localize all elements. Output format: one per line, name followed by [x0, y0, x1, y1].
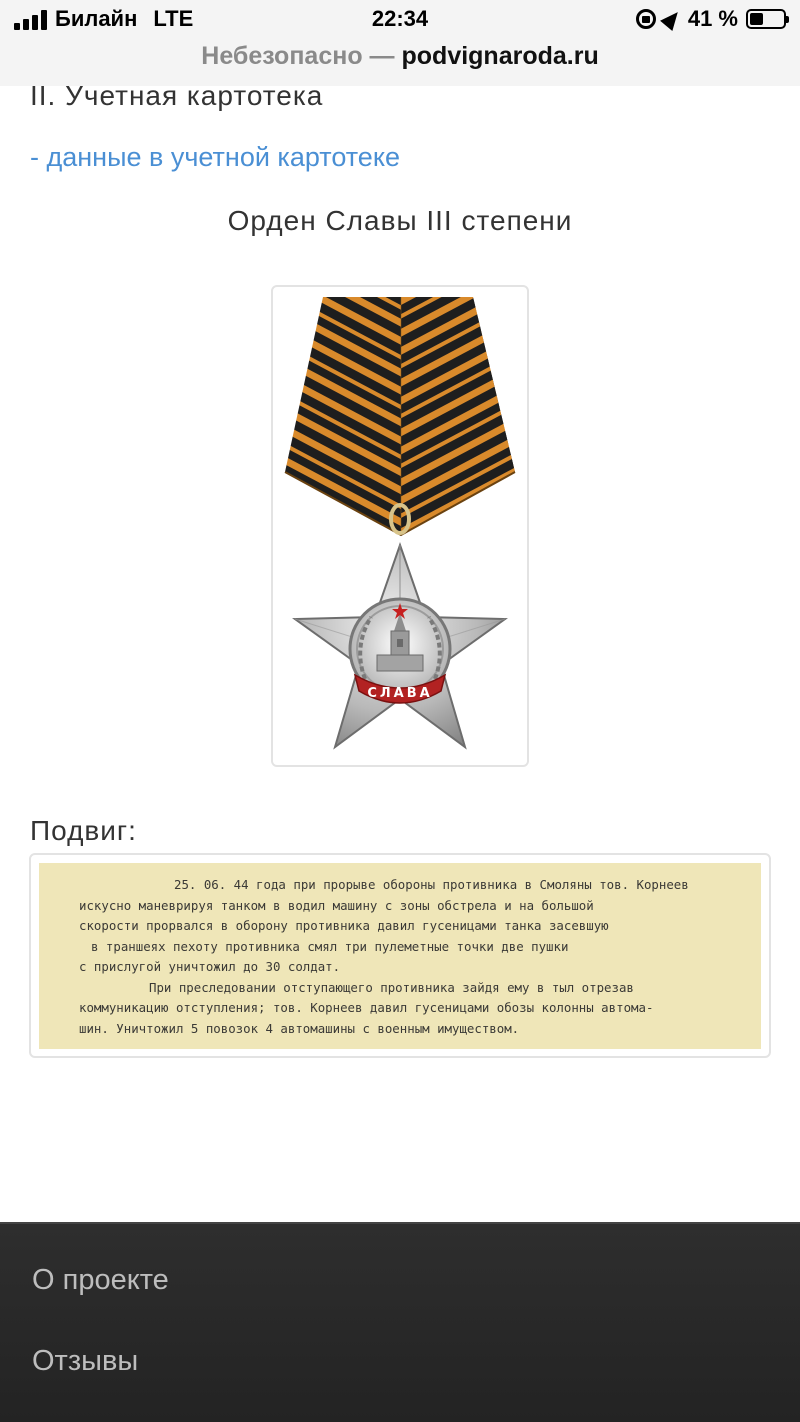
- order-of-glory-medal-image: [273, 287, 527, 765]
- medal-inscription: СЛАВА: [367, 686, 433, 701]
- menu-item-reviews[interactable]: Отзывы: [32, 1345, 139, 1377]
- battery-icon: [746, 9, 786, 29]
- document-line: коммуникацию отступления; тов. Корнеев давил гусеницами обозы колонны автома-: [79, 1000, 654, 1015]
- carrier-name: Билайн: [55, 6, 138, 31]
- insecure-warning: Небезопасно —: [201, 42, 395, 70]
- feat-document-frame[interactable]: [29, 853, 771, 1058]
- network-type: LTE: [153, 6, 194, 31]
- document-line: При преследовании отступающего противника зайдя ему в тыл отрезав: [149, 979, 634, 995]
- signal-icon: [14, 8, 47, 30]
- document-line: с прислугой уничтожил до 30 солдат.: [79, 959, 341, 974]
- bottom-menu: [0, 1222, 800, 1422]
- status-left: [14, 6, 193, 32]
- status-right: [636, 6, 786, 32]
- battery-percent: 41 %: [687, 6, 738, 31]
- section-heading: II. Учетная картотека: [30, 80, 324, 111]
- document-line: в траншеях пехоту противника смял три пулеметные точки две пушки: [91, 938, 569, 954]
- orientation-lock-icon: [636, 9, 656, 29]
- clock: 22:34: [371, 6, 429, 31]
- document-line: скорости прорвался в оборону противника давил гусеницами танка засевшую: [79, 918, 609, 933]
- battery-level: [750, 13, 763, 25]
- menu-item-about[interactable]: О проекте: [32, 1264, 169, 1296]
- document-line: шин. Уничтожил 5 повозок 4 автомашины с военным имуществом.: [79, 1020, 520, 1036]
- site-domain: podvignaroda.ru: [401, 42, 599, 70]
- status-bar: [0, 0, 800, 42]
- ribbon-right-half: [401, 297, 515, 535]
- document-line: искусно маневрируя танком в водил машину с зоны обстрела и на большой: [79, 897, 594, 913]
- feat-document-scan: [39, 863, 761, 1049]
- award-title: Орден Славы III степени: [227, 205, 573, 236]
- medal-image-frame[interactable]: [271, 285, 529, 767]
- location-arrow-icon: [660, 7, 684, 31]
- document-line: 25. 06. 44 года при прорыве обороны противника в Смоляны тов. Корнеев: [174, 877, 689, 892]
- feat-label: Подвиг:: [30, 815, 137, 846]
- card-data-link[interactable]: - данные в учетной картотеке: [30, 142, 400, 172]
